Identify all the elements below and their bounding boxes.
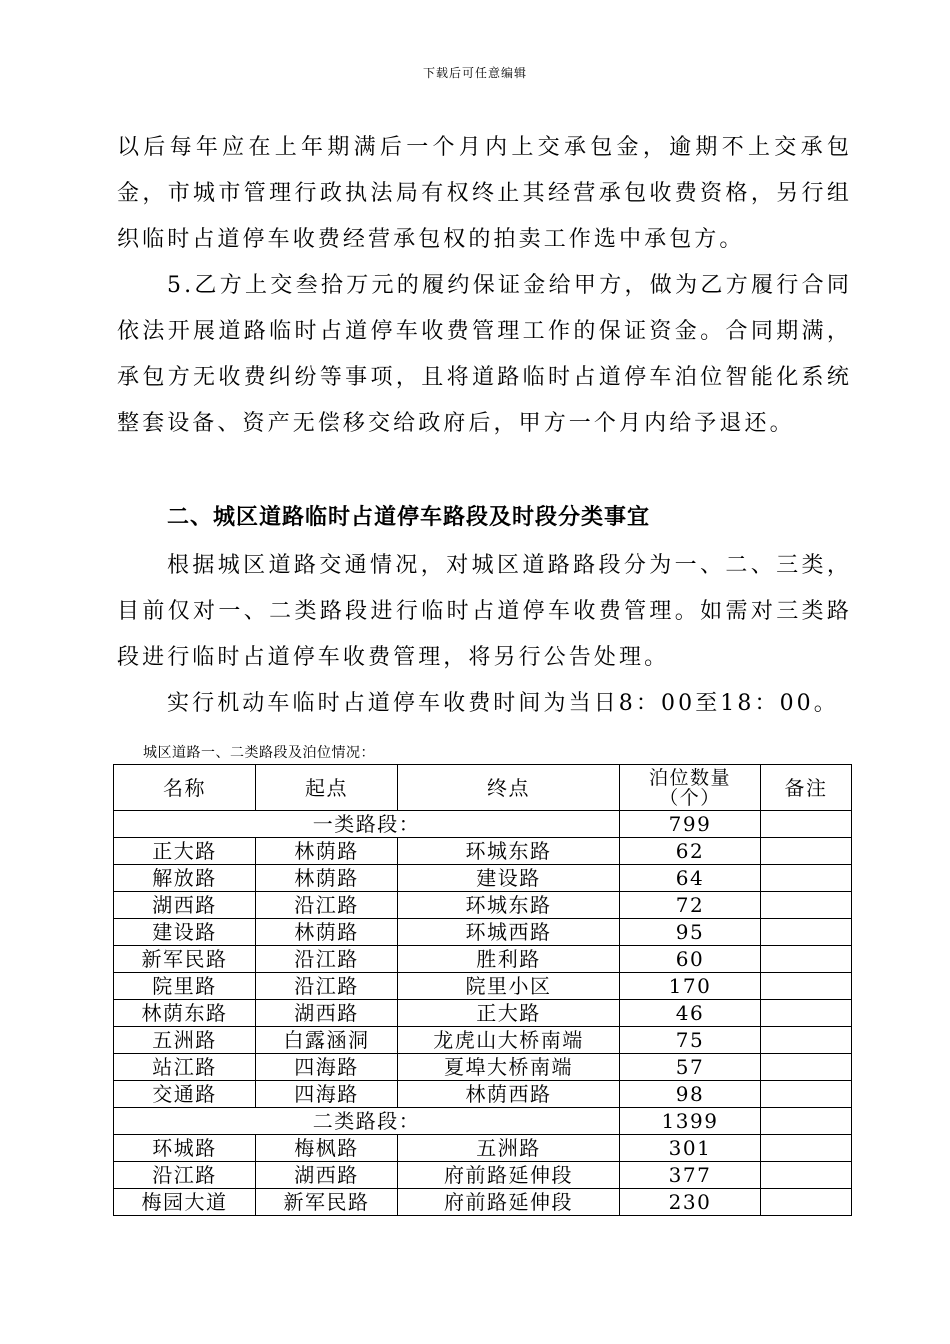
cell-count: 57	[620, 1054, 761, 1081]
paragraph-continuation: 以后每年应在上年期满后一个月内上交承包金，逾期不上交承包金，市城市管理行政执法局有权终止其经营承包收费资格，另行组织临时占道停车收费经营承包权的拍卖工作选中承包方。	[117, 135, 852, 252]
cell-start: 沿江路	[256, 892, 398, 919]
note-cell	[761, 1162, 852, 1189]
cell-end: 龙虎山大桥南端	[398, 1027, 620, 1054]
cell-start: 林荫路	[256, 919, 398, 946]
header-note: 备注	[761, 765, 852, 811]
cell-name: 建设路	[114, 919, 256, 946]
cell-end: 正大路	[398, 1000, 620, 1027]
table-row	[114, 973, 852, 1000]
cell-name: 交通路	[114, 1081, 256, 1108]
cell-start: 梅枫路	[256, 1135, 398, 1162]
cell-count: 301	[620, 1135, 761, 1162]
cell-end: 环城东路	[398, 838, 620, 865]
table-row	[114, 1081, 852, 1108]
cell-name: 湖西路	[114, 892, 256, 919]
cell-start: 四海路	[256, 1054, 398, 1081]
header-count-line2: （个）	[659, 786, 721, 809]
cell-count: 170	[620, 973, 761, 1000]
cell-start: 林荫路	[256, 838, 398, 865]
cell-count: 46	[620, 1000, 761, 1027]
note-cell	[761, 838, 852, 865]
cell-name: 新军民路	[114, 946, 256, 973]
cell-start: 沿江路	[256, 973, 398, 1000]
header-start: 起点	[256, 765, 398, 811]
note-cell	[761, 919, 852, 946]
cell-name: 五洲路	[114, 1027, 256, 1054]
table-row	[114, 946, 852, 973]
header-end: 终点	[398, 765, 620, 811]
note-cell	[761, 1027, 852, 1054]
table-row	[114, 892, 852, 919]
cell-name: 院里路	[114, 973, 256, 1000]
table-row	[114, 838, 852, 865]
cell-end: 府前路延伸段	[398, 1162, 620, 1189]
note-cell	[761, 1000, 852, 1027]
paragraph-road-classes: 根据城区道路交通情况，对城区道路路段分为一、二、三类，目前仅对一、二类路段进行临时占道停车收费管理。如需对三类路段进行临时占道停车收费管理，将另行公告处理。	[117, 553, 852, 670]
note-cell	[761, 1135, 852, 1162]
cell-count: 230	[620, 1189, 761, 1216]
note-cell	[761, 946, 852, 973]
cell-start: 四海路	[256, 1081, 398, 1108]
table-body	[114, 811, 852, 1216]
cell-name: 正大路	[114, 838, 256, 865]
table-row	[114, 865, 852, 892]
group-total: 1399	[620, 1108, 761, 1135]
cell-start: 湖西路	[256, 1162, 398, 1189]
table-row	[114, 1027, 852, 1054]
cell-name: 沿江路	[114, 1162, 256, 1189]
cell-start: 白露涵洞	[256, 1027, 398, 1054]
cell-name: 林荫东路	[114, 1000, 256, 1027]
group-label: 二类路段：	[114, 1108, 620, 1135]
note-cell	[761, 865, 852, 892]
cell-count: 377	[620, 1162, 761, 1189]
table-row	[114, 919, 852, 946]
section-heading: 二、城区道路临时占道停车路段及时段分类事宜	[167, 505, 651, 530]
note-cell	[761, 1054, 852, 1081]
table-row	[114, 1000, 852, 1027]
cell-end: 胜利路	[398, 946, 620, 973]
cell-end: 建设路	[398, 865, 620, 892]
paragraph-charge-time: 实行机动车临时占道停车收费时间为当日8：00至18：00。	[167, 691, 839, 716]
table-caption: 城区道路一、二类路段及泊位情况：	[143, 745, 375, 761]
cell-start: 林荫路	[256, 865, 398, 892]
cell-count: 60	[620, 946, 761, 973]
header-count	[620, 765, 761, 811]
cell-end: 林荫西路	[398, 1081, 620, 1108]
header-name: 名称	[114, 765, 256, 811]
cell-start: 湖西路	[256, 1000, 398, 1027]
cell-name: 环城路	[114, 1135, 256, 1162]
table-row	[114, 1189, 852, 1216]
note-cell	[761, 1081, 852, 1108]
note-cell	[761, 892, 852, 919]
cell-end: 五洲路	[398, 1135, 620, 1162]
note-cell	[761, 1108, 852, 1135]
table-row	[114, 1135, 852, 1162]
note-cell	[761, 1189, 852, 1216]
note-cell	[761, 973, 852, 1000]
cell-end: 环城东路	[398, 892, 620, 919]
group-label: 一类路段：	[114, 811, 620, 838]
cell-count: 72	[620, 892, 761, 919]
group-total: 799	[620, 811, 761, 838]
paragraph-deposit: 5.乙方上交叁拾万元的履约保证金给甲方，做为乙方履行合同依法开展道路临时占道停车收费管理工作的保证资金。合同期满，承包方无收费纠纷等事项，且将道路临时占道停车泊位智能化系统整套设备、资产无偿移交给政府后，甲方一个月内给予退还。	[117, 273, 852, 436]
cell-start: 新军民路	[256, 1189, 398, 1216]
cell-end: 府前路延伸段	[398, 1189, 620, 1216]
group-row	[114, 811, 852, 838]
group-row	[114, 1108, 852, 1135]
cell-count: 62	[620, 838, 761, 865]
table-row	[114, 1054, 852, 1081]
parking-table	[113, 764, 852, 1216]
table-header-row	[114, 765, 852, 811]
note-cell	[761, 811, 852, 838]
cell-end: 环城西路	[398, 919, 620, 946]
page-header: 下载后可任意编辑	[422, 66, 527, 80]
cell-end: 院里小区	[398, 973, 620, 1000]
cell-name: 梅园大道	[114, 1189, 256, 1216]
cell-count: 95	[620, 919, 761, 946]
cell-count: 98	[620, 1081, 761, 1108]
header-count-line1: 泊位数量	[648, 766, 731, 789]
table-row	[114, 1162, 852, 1189]
cell-name: 站江路	[114, 1054, 256, 1081]
cell-count: 64	[620, 865, 761, 892]
cell-start: 沿江路	[256, 946, 398, 973]
cell-name: 解放路	[114, 865, 256, 892]
cell-end: 夏埠大桥南端	[398, 1054, 620, 1081]
cell-count: 75	[620, 1027, 761, 1054]
